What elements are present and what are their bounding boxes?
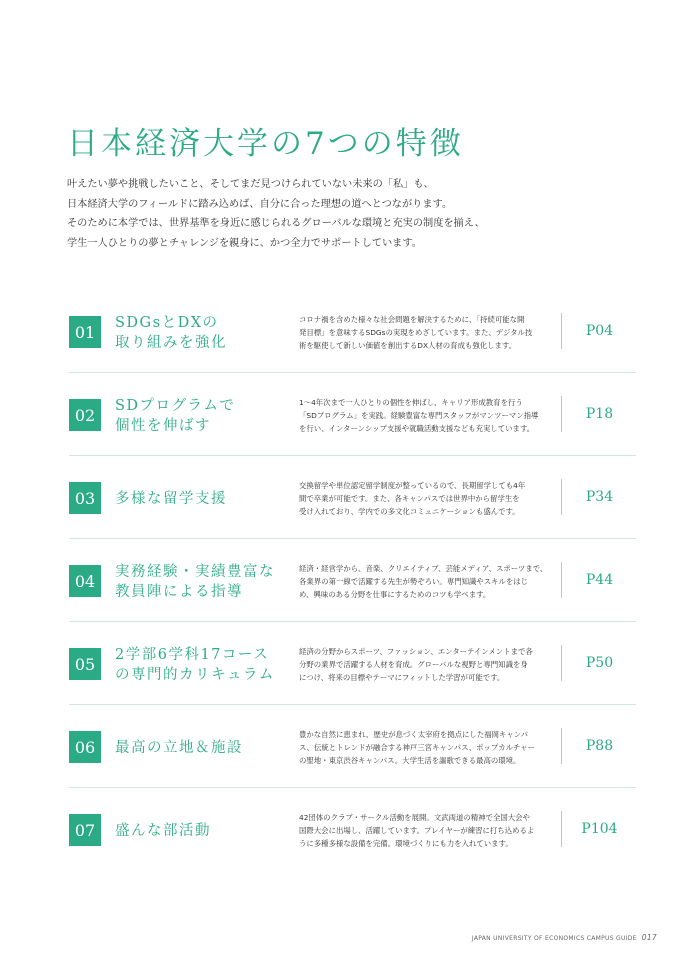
feature-item-07 [69,788,636,871]
feature-title-line: 最高の立地＆施設 [115,740,243,756]
feature-description [299,396,561,435]
feature-title [115,645,290,685]
feature-number: 05 [69,648,101,680]
feature-title-line: 教員陣による指導 [115,584,243,600]
feature-page-ref: P88 [561,728,637,764]
feature-item-04 [69,539,636,622]
feature-title-line: 取り組みを強化 [115,335,227,351]
desc-line: 分野の業界で活躍する人材を育成。グローバルな視野と専門知識を身 [299,660,528,669]
page-title: 日本経済大学の7つの特徴 [67,126,464,162]
page-footer [472,933,657,942]
feature-number: 07 [69,814,101,846]
feature-title [115,396,290,436]
feature-number: 01 [69,316,101,348]
feature-description [299,313,561,352]
desc-line: ス、伝統とトレンドが融合する神戸三宮キャンパス、ポップカルチャー [299,743,535,752]
feature-title-line: SDプログラムで [115,398,236,414]
feature-page-ref: P04 [561,313,637,349]
feature-item-03 [69,456,636,539]
desc-line: を行い、インターンシップ支援や就職活動支援なども充実しています。 [299,424,535,433]
desc-line: の聖地・東京渋谷キャンパス。大学生活を謳歌できる最高の環境。 [299,756,521,765]
feature-title [115,738,290,758]
feature-number: 06 [69,731,101,763]
feature-description [299,811,561,850]
desc-line: 豊かな自然に恵まれ、歴史が息づく太宰府を拠点にした福岡キャンパ [299,730,529,739]
feature-title-line: 2学部6学科17コース [115,647,270,663]
feature-title-line: SDGsとDXの [115,315,219,331]
intro-text [67,175,627,253]
feature-item-06 [69,705,636,788]
feature-description [299,645,561,684]
desc-line: 術を駆使して新しい価値を創出するDX人材の育成も強化します。 [299,341,517,350]
feature-title-line: 実務経験・実績豊富な [115,564,275,580]
desc-line: うに多種多様な設備を完備。環境づくりにも力を入れています。 [299,839,513,848]
desc-line: 交換留学や単位認定留学制度が整っているので、長期留学しても4年 [299,481,526,490]
feature-title [115,313,290,353]
feature-item-01 [69,290,636,373]
desc-line: 「SDプログラム」を実践。経験豊富な専門スタッフがマンツーマン指導 [299,411,539,420]
desc-line: 発目標」を意味するSDGsの実現をめざしています。また、デジタル技 [299,328,533,337]
feature-item-05 [69,622,636,705]
desc-line: 国際大会に出場し、活躍しています。プレイヤーが練習に打ち込めるよ [299,826,535,835]
feature-title-line: 多様な留学支援 [115,491,227,507]
feature-page-ref: P50 [561,645,637,681]
desc-line: コロナ禍を含めた様々な社会問題を解決するために、「持続可能な開 [299,315,525,324]
feature-title-line: 盛んな部活動 [115,823,211,839]
feature-page-ref: P104 [561,811,637,847]
feature-title-line: の専門的カリキュラム [115,667,275,683]
desc-line: 受け入れており、学内での多文化コミュニケーションも盛んです。 [299,507,520,516]
desc-line: 42団体のクラブ・サークル活動を展開。文武両道の精神で全国大会や [299,813,530,822]
intro-line: 日本経済大学のフィールドに踏み込めば、自分に合った理想の道へとつながります。 [67,198,453,210]
desc-line: 各業界の第一線で活躍する先生が勢ぞろい。専門知識やスキルをはじ [299,577,529,586]
desc-line: 間で卒業が可能です。また、各キャンパスでは世界中から留学生を [299,494,520,503]
footer-label: JAPAN UNIVERSITY OF ECONOMICS CAMPUS GUIDE [471,935,637,942]
desc-line: 経済・経営学から、音楽、クリエイティブ、芸能メディア、スポーツまで、 [299,564,548,573]
feature-page-ref: P18 [561,396,637,432]
feature-description [299,562,561,601]
intro-line: 学生一人ひとりの夢とチャレンジを親身に、かつ全力でサポートしています。 [67,237,422,249]
feature-title [115,489,290,509]
feature-page-ref: P34 [561,479,637,515]
desc-line: め、興味のある分野を仕事にするためのコツも学べます。 [299,590,491,599]
feature-description [299,728,561,767]
feature-number: 03 [69,482,101,514]
feature-number: 04 [69,565,101,597]
feature-item-02 [69,373,636,456]
feature-page-ref: P44 [561,562,637,598]
feature-title [115,821,290,841]
desc-line: 1〜4年次まで一人ひとりの個性を伸ばし、キャリア形成教育を行う [299,398,523,407]
page-number: 017 [641,933,657,942]
feature-title-line: 個性を伸ばす [115,418,211,434]
intro-line: 叶えたい夢や挑戦したいこと、そしてまだ見つけられていない未来の「私」も、 [67,179,434,190]
desc-line: 経済の分野からスポーツ、ファッション、エンターテインメントまで各 [299,647,533,656]
desc-line: につけ、将来の目標やテーマにフィットした学習が可能です。 [299,673,505,682]
feature-description [299,479,561,518]
intro-line: そのために本学では、世界基準を身近に感じられるグローバルな環境と充実の制度を揃え、 [67,218,485,229]
feature-number: 02 [69,399,101,431]
feature-title [115,562,290,602]
